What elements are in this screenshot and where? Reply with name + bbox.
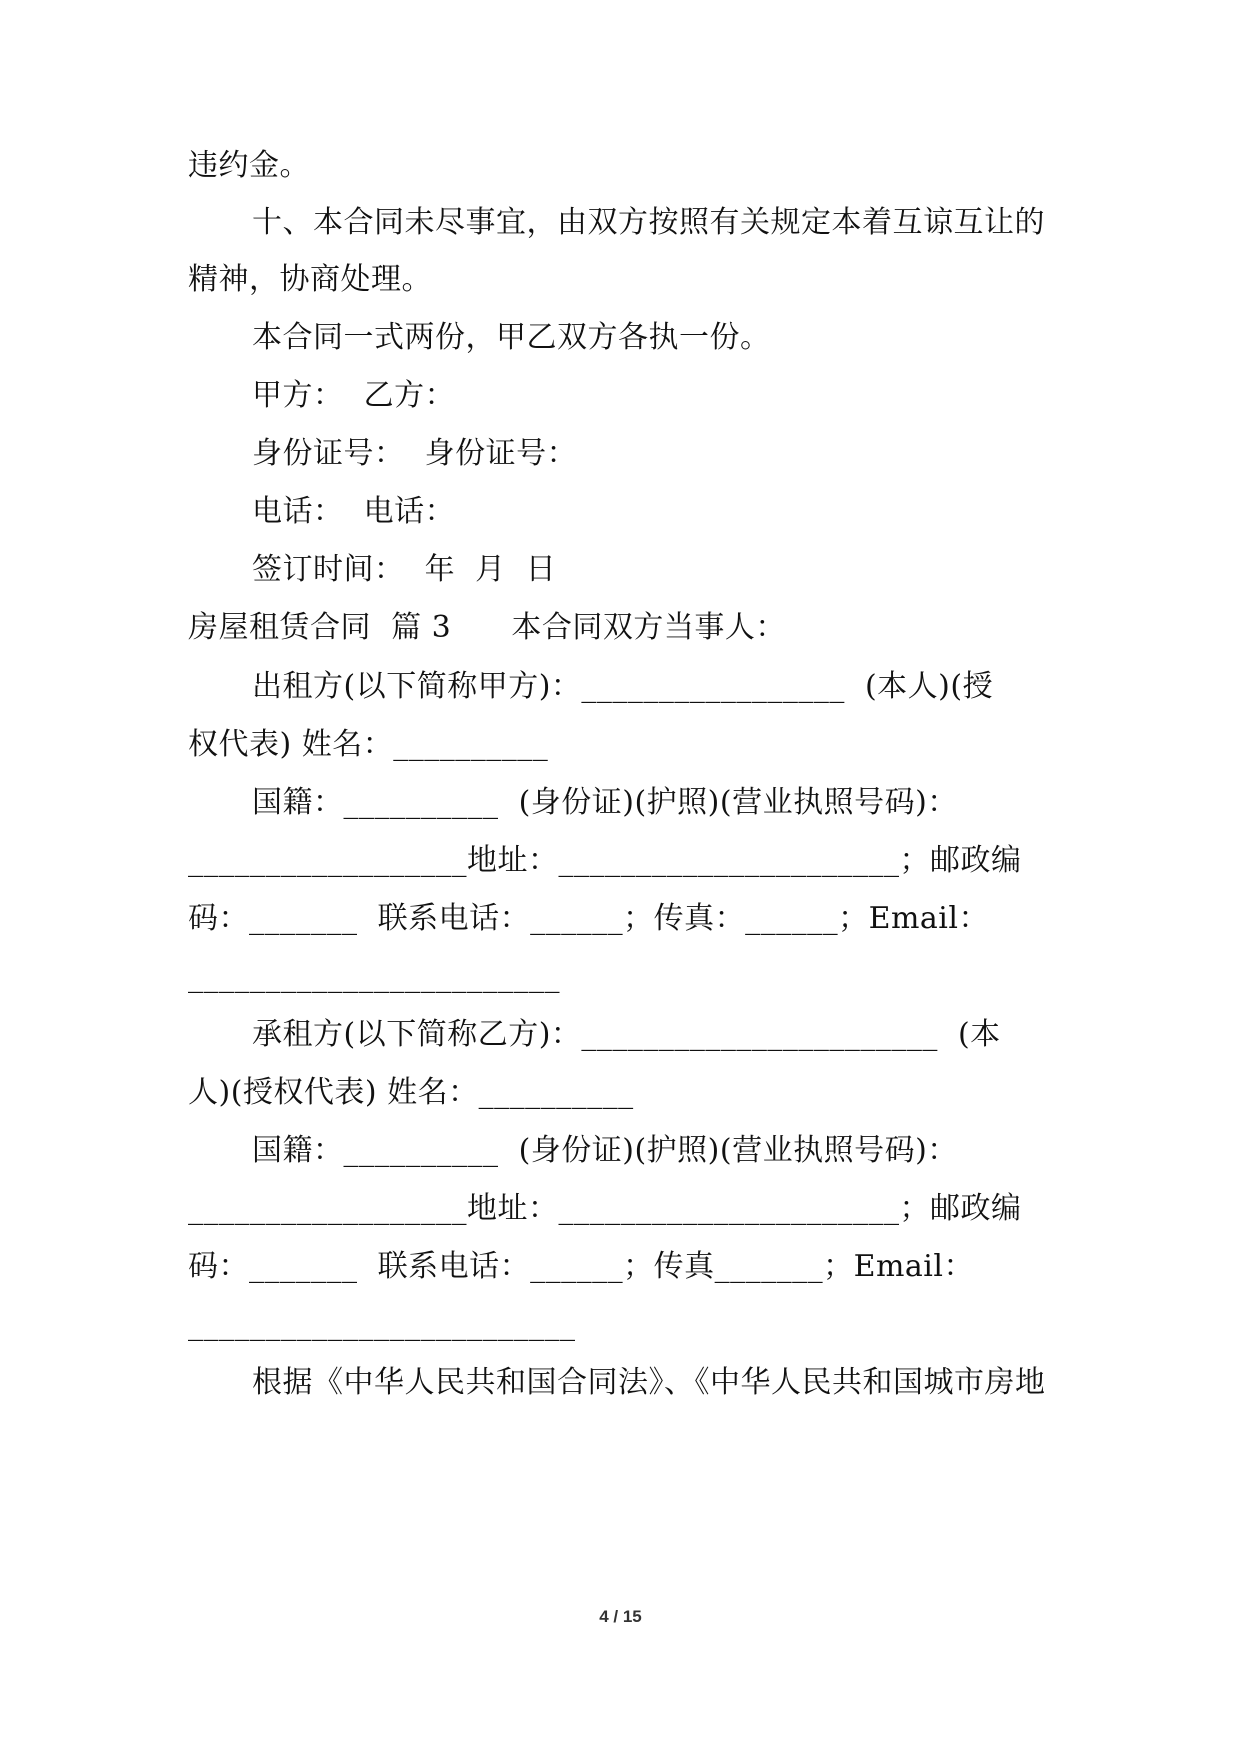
paragraph-line: 违约金。 <box>188 148 310 183</box>
section-heading: 房屋租赁合同 篇 3 本合同双方当事人： <box>188 610 786 645</box>
lessor-name-line: 权代表) 姓名：__________ <box>188 727 549 762</box>
lessor-contact-line: 码：_______ 联系电话：______；传真：______；Email： <box>188 901 989 936</box>
paragraph-line: 精神，协商处理。 <box>188 262 432 297</box>
lessee-email-blank: _________________________ <box>188 1307 576 1342</box>
lessor-nationality-line: 国籍：__________ (身份证)(护照)(营业执照号码)： <box>252 785 958 820</box>
lessee-name-line: 人)(授权代表) 姓名：__________ <box>188 1075 634 1110</box>
signature-id-line: 身份证号： 身份证号： <box>252 436 578 471</box>
lessee-contact-line: 码：_______ 联系电话：______；传真_______；Email： <box>188 1249 974 1284</box>
page-number: 4 / 15 <box>599 1607 642 1626</box>
lessor-line: 出租方(以下简称甲方)：_________________ (本人)(授 <box>252 669 994 704</box>
paragraph-line: 十、本合同未尽事宜，由双方按照有关规定本着互谅互让的 <box>252 205 1045 240</box>
lessee-nationality-line: 国籍：__________ (身份证)(护照)(营业执照号码)： <box>252 1133 958 1168</box>
signature-party-line: 甲方： 乙方： <box>252 378 456 413</box>
lessee-address-line: __________________地址：______________________；邮政编 <box>188 1191 1022 1226</box>
paragraph-line: 本合同一式两份，甲乙双方各执一份。 <box>252 320 771 355</box>
lessee-line: 承租方(以下简称乙方)：_______________________ (本 <box>252 1017 1001 1052</box>
paragraph-line: 根据《中华人民共和国合同法》、《中华人民共和国城市房地 <box>252 1365 1046 1400</box>
lessor-address-line: __________________地址：______________________；邮政编 <box>188 843 1022 878</box>
lessor-email-blank: ________________________ <box>188 959 560 994</box>
signature-date-line: 签订时间： 年 月 日 <box>252 552 557 587</box>
signature-phone-line: 电话： 电话： <box>252 494 456 529</box>
